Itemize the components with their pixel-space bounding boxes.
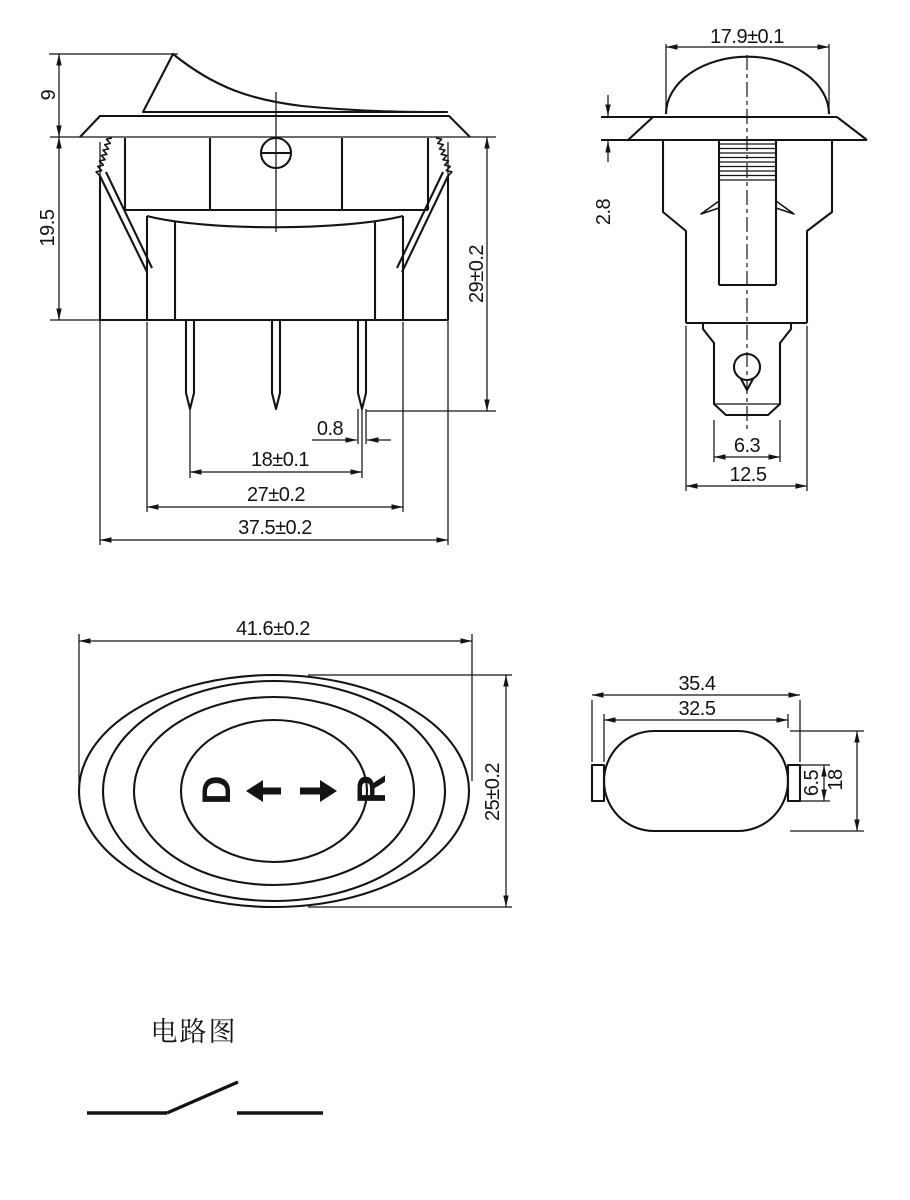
dim-label-rocker-height: 9	[38, 89, 60, 101]
dim-label-overall-height: 29±0.2	[466, 244, 488, 304]
latch-wedge-right	[776, 201, 794, 214]
dim-label-bezel-length: 41.6±0.2	[236, 618, 310, 640]
bezel-flange	[80, 116, 470, 137]
circuit-title: 电路图	[150, 1017, 238, 1047]
cutout-notch-left	[592, 765, 604, 801]
front-view	[37, 54, 496, 545]
cutout-dimensions	[592, 673, 864, 831]
terminal-pin-left	[186, 320, 194, 409]
ext-lines-side	[601, 44, 829, 491]
dim-label-terminal-width: 6.3	[733, 435, 761, 457]
spst-switch-icon	[87, 1082, 323, 1113]
marking-r: R	[350, 774, 394, 804]
dim-label-overall-width: 35.4	[678, 673, 716, 695]
cutout-stadium	[604, 731, 788, 831]
terminal-pin-right	[358, 320, 366, 409]
dim-label-bezel-width: 37.5±0.2	[238, 517, 312, 539]
dim-label-notch-height: 6.5	[801, 769, 823, 797]
marking-d: D	[195, 775, 239, 805]
dim-label-cutout-length: 32.5	[678, 698, 716, 720]
circuit-diagram	[87, 1017, 323, 1113]
dim-label-body-depth: 12.5	[729, 464, 767, 486]
front-dimensions	[37, 54, 496, 545]
side-view	[593, 26, 867, 491]
lower-body	[147, 216, 403, 320]
arrow-right-icon	[300, 780, 337, 802]
dim-label-pin-thickness: 0.8	[316, 418, 344, 440]
dim-label-depth: 19.5	[37, 209, 59, 247]
dim-label-bezel-width-top: 25±0.2	[482, 762, 504, 822]
cutout-notch-right	[788, 765, 800, 801]
snap-serration-left	[96, 138, 112, 176]
dim-label-body-width: 27±0.2	[246, 484, 306, 506]
ext-lines-front	[49, 54, 496, 545]
latch-wedge-left	[701, 201, 719, 214]
dim-label-bezel-thickness: 2.8	[593, 198, 615, 226]
snap-serration-right	[436, 138, 452, 176]
dim-label-rocker-width: 17.9±0.1	[710, 26, 784, 48]
panel-cutout-view	[592, 673, 864, 831]
snap-wing-right	[397, 172, 448, 320]
top-view	[79, 618, 512, 907]
arrow-left-icon	[246, 780, 281, 802]
dim-label-cutout-width: 18	[825, 769, 847, 791]
rocker-actuator	[143, 54, 447, 112]
bezel-side	[601, 117, 867, 140]
dim-label-pin-pitch: 18±0.1	[250, 449, 310, 471]
terminal-pin-center	[272, 320, 280, 409]
side-dimensions	[593, 26, 829, 491]
